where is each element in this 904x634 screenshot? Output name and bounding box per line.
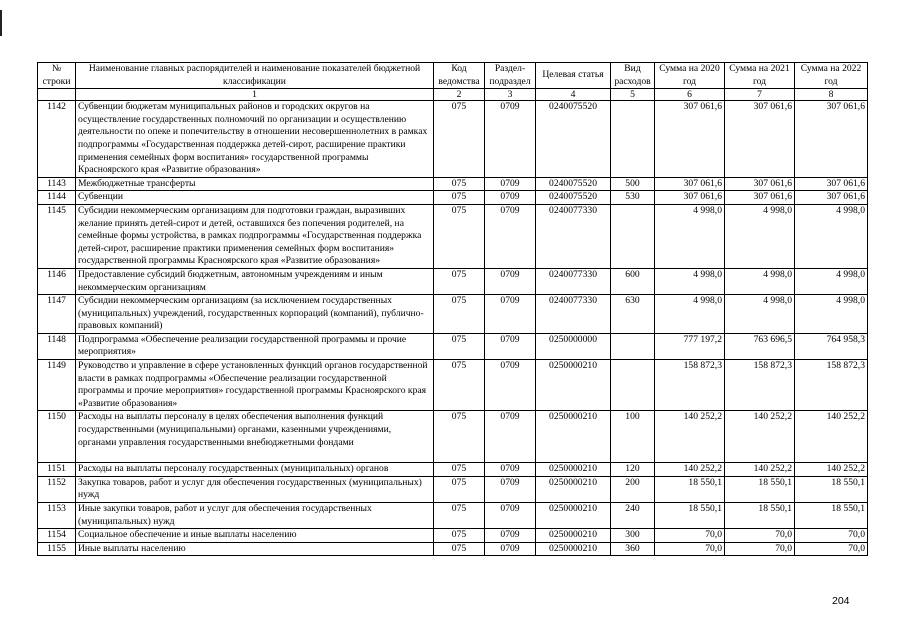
row-section: 0709 bbox=[485, 191, 536, 205]
row-target: 0250000210 bbox=[536, 411, 611, 463]
row-number: 1146 bbox=[38, 268, 76, 294]
row-name: Межбюджетные трансферты bbox=[76, 177, 434, 191]
row-code: 075 bbox=[434, 529, 485, 543]
row-target: 0240077330 bbox=[536, 204, 611, 268]
row-name: Расходы на выплаты персоналу в целях обеспечения выполнения функций государственными (муниципальными) органами, казенными учреждениями, органами управления государственными внебюджетными фондами bbox=[76, 411, 434, 463]
row-number: 1143 bbox=[38, 177, 76, 191]
row-sum-2022: 307 061,6 bbox=[795, 191, 868, 205]
row-type: 300 bbox=[611, 529, 655, 543]
row-number: 1148 bbox=[38, 333, 76, 359]
row-code: 075 bbox=[434, 503, 485, 529]
row-code: 075 bbox=[434, 360, 485, 411]
row-type bbox=[611, 101, 655, 178]
row-sum-2020: 307 061,6 bbox=[655, 101, 725, 178]
row-section: 0709 bbox=[485, 268, 536, 294]
row-name: Субсидии некоммерческим организациям для подготовки граждан, выразивших желание принять детей-сирот и детей, оставшихся без попечения родителей, на семейные формы устройства, в рамках подпрограммы «Государственная поддержка детей-сирот, расширение практики применения семейных форм воспитания» государственной программы Красноярского края «Развитие образования» bbox=[76, 204, 434, 268]
row-sum-2022: 158 872,3 bbox=[795, 360, 868, 411]
row-code: 075 bbox=[434, 204, 485, 268]
row-code: 075 bbox=[434, 101, 485, 178]
row-target: 0250000210 bbox=[536, 476, 611, 502]
table-row bbox=[38, 333, 868, 359]
row-type: 360 bbox=[611, 542, 655, 556]
column-number: 4 bbox=[536, 89, 611, 101]
row-sum-2021: 4 998,0 bbox=[725, 268, 795, 294]
column-number: 1 bbox=[76, 89, 434, 101]
row-sum-2022: 18 550,1 bbox=[795, 476, 868, 502]
row-sum-2020: 70,0 bbox=[655, 542, 725, 556]
row-sum-2021: 158 872,3 bbox=[725, 360, 795, 411]
table-row bbox=[38, 204, 868, 268]
header-target: Целевая статья bbox=[536, 63, 611, 89]
row-target: 0240075520 bbox=[536, 177, 611, 191]
row-sum-2021: 307 061,6 bbox=[725, 177, 795, 191]
row-type: 100 bbox=[611, 411, 655, 463]
row-number: 1147 bbox=[38, 295, 76, 334]
page-number: 204 bbox=[832, 595, 850, 607]
row-section: 0709 bbox=[485, 295, 536, 334]
table-row bbox=[38, 542, 868, 556]
table-row bbox=[38, 463, 868, 477]
row-number: 1142 bbox=[38, 101, 76, 178]
row-sum-2020: 307 061,6 bbox=[655, 177, 725, 191]
row-section: 0709 bbox=[485, 360, 536, 411]
column-number: 3 bbox=[485, 89, 536, 101]
table-row bbox=[38, 476, 868, 502]
header-code: Код ведомства bbox=[434, 63, 485, 89]
row-sum-2022: 140 252,2 bbox=[795, 463, 868, 477]
row-type: 120 bbox=[611, 463, 655, 477]
row-name: Расходы на выплаты персоналу государственных (муниципальных) органов bbox=[76, 463, 434, 477]
row-section: 0709 bbox=[485, 101, 536, 178]
table-row bbox=[38, 411, 868, 463]
row-sum-2020: 4 998,0 bbox=[655, 268, 725, 294]
row-name: Подпрограмма «Обеспечение реализации государственной программы и прочие мероприятия» bbox=[76, 333, 434, 359]
row-sum-2020: 70,0 bbox=[655, 529, 725, 543]
row-sum-2021: 307 061,6 bbox=[725, 191, 795, 205]
row-sum-2021: 763 696,5 bbox=[725, 333, 795, 359]
row-sum-2021: 4 998,0 bbox=[725, 295, 795, 334]
row-sum-2022: 4 998,0 bbox=[795, 204, 868, 268]
table-row bbox=[38, 191, 868, 205]
row-sum-2022: 764 958,3 bbox=[795, 333, 868, 359]
row-sum-2022: 307 061,6 bbox=[795, 177, 868, 191]
row-section: 0709 bbox=[485, 529, 536, 543]
row-number: 1150 bbox=[38, 411, 76, 463]
row-section: 0709 bbox=[485, 177, 536, 191]
row-name: Социальное обеспечение и иные выплаты населению bbox=[76, 529, 434, 543]
row-type bbox=[611, 360, 655, 411]
column-number: 7 bbox=[725, 89, 795, 101]
row-sum-2022: 4 998,0 bbox=[795, 295, 868, 334]
row-sum-2022: 70,0 bbox=[795, 529, 868, 543]
column-number bbox=[38, 89, 76, 101]
table-row bbox=[38, 177, 868, 191]
row-code: 075 bbox=[434, 333, 485, 359]
row-number: 1149 bbox=[38, 360, 76, 411]
row-name: Предоставление субсидий бюджетным, автономным учреждениям и иным некоммерческим организациям bbox=[76, 268, 434, 294]
row-name: Иные выплаты населению bbox=[76, 542, 434, 556]
row-number: 1154 bbox=[38, 529, 76, 543]
row-code: 075 bbox=[434, 463, 485, 477]
row-type: 600 bbox=[611, 268, 655, 294]
row-sum-2022: 70,0 bbox=[795, 542, 868, 556]
row-sum-2020: 307 061,6 bbox=[655, 191, 725, 205]
row-sum-2022: 307 061,6 bbox=[795, 101, 868, 178]
row-number: 1151 bbox=[38, 463, 76, 477]
column-number-row bbox=[38, 89, 868, 101]
row-name: Субсидии некоммерческим организациям (за исключением государственных (муниципальных) учреждений, государственных корпораций (компаний), публично-правовых компаний) bbox=[76, 295, 434, 334]
row-target: 0250000210 bbox=[536, 503, 611, 529]
row-type: 530 bbox=[611, 191, 655, 205]
header-row-number: № строки bbox=[38, 63, 76, 89]
header-type: Вид расходов bbox=[611, 63, 655, 89]
row-type: 200 bbox=[611, 476, 655, 502]
row-type bbox=[611, 204, 655, 268]
row-target: 0250000210 bbox=[536, 529, 611, 543]
row-number: 1153 bbox=[38, 503, 76, 529]
row-sum-2021: 140 252,2 bbox=[725, 411, 795, 463]
column-number: 5 bbox=[611, 89, 655, 101]
table-row bbox=[38, 360, 868, 411]
row-code: 075 bbox=[434, 191, 485, 205]
header-name: Наименование главных распорядителей и наименование показателей бюджетной классификации bbox=[76, 63, 434, 89]
row-sum-2021: 307 061,6 bbox=[725, 101, 795, 178]
header-sum-2021: Сумма на 2021 год bbox=[725, 63, 795, 89]
row-sum-2020: 140 252,2 bbox=[655, 463, 725, 477]
row-name: Иные закупки товаров, работ и услуг для обеспечения государственных (муниципальных) нужд bbox=[76, 503, 434, 529]
row-number: 1152 bbox=[38, 476, 76, 502]
row-target: 0240077330 bbox=[536, 268, 611, 294]
header-row bbox=[38, 63, 868, 89]
row-sum-2020: 140 252,2 bbox=[655, 411, 725, 463]
row-sum-2021: 140 252,2 bbox=[725, 463, 795, 477]
row-code: 075 bbox=[434, 268, 485, 294]
row-code: 075 bbox=[434, 411, 485, 463]
row-sum-2022: 4 998,0 bbox=[795, 268, 868, 294]
row-code: 075 bbox=[434, 476, 485, 502]
scan-edge-mark bbox=[0, 10, 2, 36]
row-code: 075 bbox=[434, 295, 485, 334]
row-sum-2020: 158 872,3 bbox=[655, 360, 725, 411]
header-sum-2022: Сумма на 2022 год bbox=[795, 63, 868, 89]
row-sum-2020: 18 550,1 bbox=[655, 476, 725, 502]
row-number: 1144 bbox=[38, 191, 76, 205]
row-section: 0709 bbox=[485, 204, 536, 268]
row-sum-2020: 18 550,1 bbox=[655, 503, 725, 529]
row-sum-2020: 777 197,2 bbox=[655, 333, 725, 359]
row-sum-2022: 18 550,1 bbox=[795, 503, 868, 529]
row-section: 0709 bbox=[485, 542, 536, 556]
column-number: 8 bbox=[795, 89, 868, 101]
header-section: Раздел-подраздел bbox=[485, 63, 536, 89]
row-section: 0709 bbox=[485, 333, 536, 359]
row-sum-2021: 18 550,1 bbox=[725, 503, 795, 529]
row-type: 630 bbox=[611, 295, 655, 334]
row-target: 0240075520 bbox=[536, 101, 611, 178]
row-name: Субвенции bbox=[76, 191, 434, 205]
row-section: 0709 bbox=[485, 411, 536, 463]
row-sum-2020: 4 998,0 bbox=[655, 204, 725, 268]
row-target: 0250000210 bbox=[536, 463, 611, 477]
row-type: 500 bbox=[611, 177, 655, 191]
row-sum-2021: 4 998,0 bbox=[725, 204, 795, 268]
row-section: 0709 bbox=[485, 463, 536, 477]
table-row bbox=[38, 295, 868, 334]
table-row bbox=[38, 268, 868, 294]
row-type: 240 bbox=[611, 503, 655, 529]
row-name: Субвенции бюджетам муниципальных районов и городских округов на осуществление государственных полномочий по организации и осуществлению деятельности по опеке и попечительству в отношении несовершеннолетних в рамках подпрограммы «Государственная поддержка детей-сирот, расширение практики применения семейных форм воспитания» государственной программы Красноярского края «Развитие образования» bbox=[76, 101, 434, 178]
table-row bbox=[38, 529, 868, 543]
row-code: 075 bbox=[434, 542, 485, 556]
row-target: 0240077330 bbox=[536, 295, 611, 334]
row-sum-2021: 70,0 bbox=[725, 529, 795, 543]
row-name: Закупка товаров, работ и услуг для обеспечения государственных (муниципальных) нужд bbox=[76, 476, 434, 502]
row-target: 0250000210 bbox=[536, 542, 611, 556]
row-section: 0709 bbox=[485, 503, 536, 529]
header-sum-2020: Сумма на 2020 год bbox=[655, 63, 725, 89]
row-target: 0250000210 bbox=[536, 360, 611, 411]
budget-table bbox=[37, 62, 868, 556]
row-section: 0709 bbox=[485, 476, 536, 502]
row-target: 0240075520 bbox=[536, 191, 611, 205]
row-sum-2022: 140 252,2 bbox=[795, 411, 868, 463]
table-row bbox=[38, 101, 868, 178]
row-code: 075 bbox=[434, 177, 485, 191]
row-name: Руководство и управление в сфере установленных функций органов государственной власти в рамках подпрограммы «Обеспечение реализации государственной программы и прочие мероприятия» государственной программы Красноярского края «Развитие образования» bbox=[76, 360, 434, 411]
row-type bbox=[611, 333, 655, 359]
table-row bbox=[38, 503, 868, 529]
row-sum-2020: 4 998,0 bbox=[655, 295, 725, 334]
row-sum-2021: 18 550,1 bbox=[725, 476, 795, 502]
column-number: 6 bbox=[655, 89, 725, 101]
row-number: 1145 bbox=[38, 204, 76, 268]
row-number: 1155 bbox=[38, 542, 76, 556]
row-sum-2021: 70,0 bbox=[725, 542, 795, 556]
row-target: 0250000000 bbox=[536, 333, 611, 359]
column-number: 2 bbox=[434, 89, 485, 101]
